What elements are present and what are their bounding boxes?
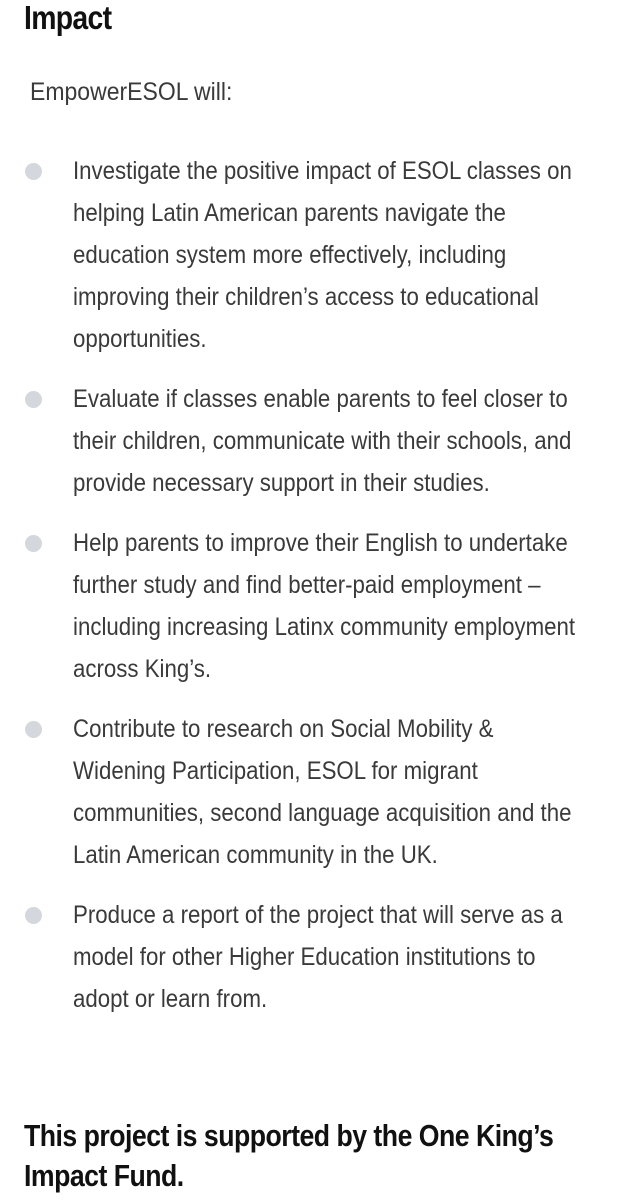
bullet-dot-icon xyxy=(25,907,42,924)
page-title: Impact xyxy=(24,0,112,36)
bullet-dot-icon xyxy=(25,535,42,552)
bullet-dot-icon xyxy=(25,721,42,738)
bullet-dot-icon xyxy=(25,163,42,180)
funding-note: This project is supported by the One King’s Impact Fund. xyxy=(24,1118,554,1193)
list-item-text: Produce a report of the project that will serve as a model for other Higher Education institutions to adopt or learn from. xyxy=(73,901,563,1013)
list-item-text: Contribute to research on Social Mobility & Widening Participation, ESOL for migrant communities, second language acquisition and the Latin American community in the UK. xyxy=(73,715,572,869)
impact-bullet-list xyxy=(0,150,627,1038)
intro-text: EmpowerESOL will: xyxy=(30,78,233,106)
list-item xyxy=(0,378,627,504)
list-item xyxy=(0,150,627,360)
list-item-text: Evaluate if classes enable parents to feel closer to their children, communicate with their schools, and provide necessary support in their studies. xyxy=(73,385,572,497)
list-item-text: Help parents to improve their English to undertake further study and find better-paid employment – including increasing Latinx community employment across King’s. xyxy=(73,529,576,683)
bullet-dot-icon xyxy=(25,391,42,408)
list-item xyxy=(0,522,627,690)
list-item xyxy=(0,708,627,876)
list-item xyxy=(0,894,627,1020)
list-item-text: Investigate the positive impact of ESOL classes on helping Latin American parents navigate the education system more effectively, including improving their children’s access to educational opportunities. xyxy=(73,157,572,353)
